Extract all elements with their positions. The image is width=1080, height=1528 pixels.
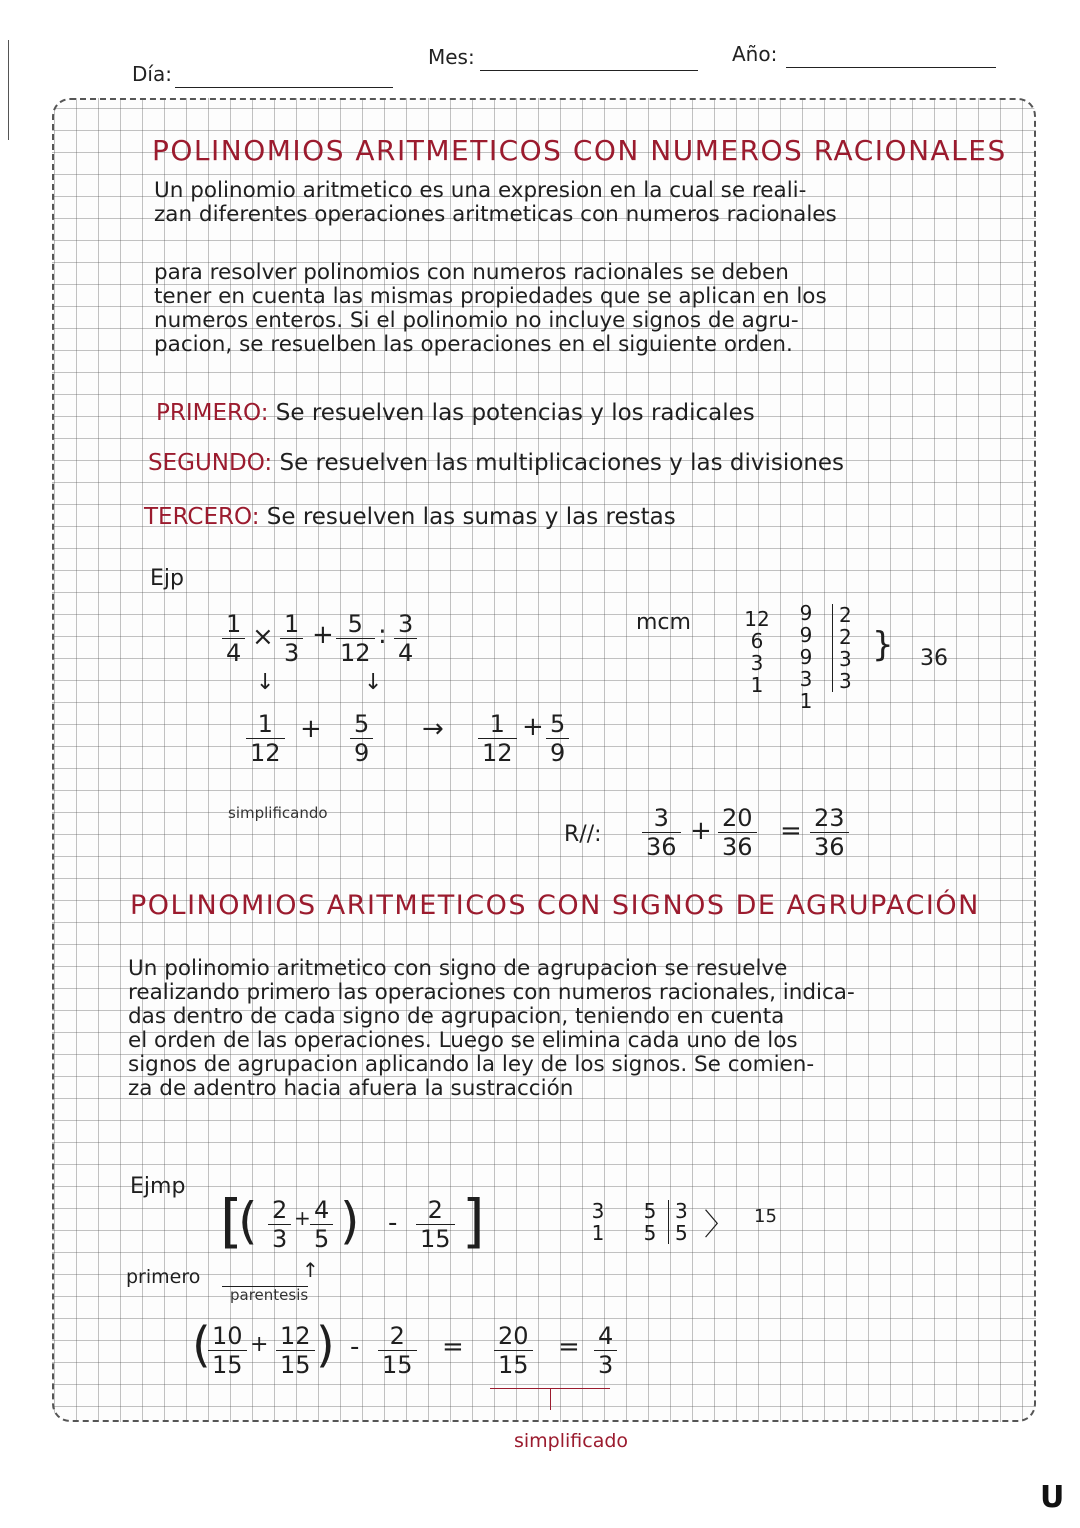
ex1-frac-4 xyxy=(394,612,417,665)
step-first-key: PRIMERO: xyxy=(156,400,269,426)
ex2-step2-frac-5-den: 3 xyxy=(598,1351,614,1379)
ex1-frac-2 xyxy=(280,612,303,665)
ex1-op-2: + xyxy=(312,620,334,650)
ex2-step2-frac-4 xyxy=(494,1324,533,1377)
mcm-b-0: 9 xyxy=(799,601,813,625)
mcm-result: 36 xyxy=(920,646,948,671)
step-first xyxy=(156,400,755,426)
brace-icon: } xyxy=(872,625,894,665)
ex1-step2-frac-1-den: 12 xyxy=(250,739,281,767)
ex1-step2-frac-4 xyxy=(546,712,569,765)
section2-line-5: signos de agrupacion aplicando la ley de los signos. Se comien- xyxy=(128,1052,815,1077)
ex2-step2-frac-2-num: 12 xyxy=(280,1322,311,1350)
dia-line xyxy=(175,87,393,88)
ex1-frac-1-den: 4 xyxy=(226,639,242,667)
down-arrow-icon: ↓ xyxy=(364,670,383,695)
ex2-frac-3-num: 2 xyxy=(427,1196,443,1224)
ex1-op-3: : xyxy=(378,620,387,650)
section1-rules-line-4: pacion, se resuelben las operaciones en el siguiente orden. xyxy=(154,332,793,357)
ex1-frac-4-num: 3 xyxy=(398,610,414,638)
close-paren-icon: ) xyxy=(316,1317,335,1373)
ex2-step2-eq-2: = xyxy=(558,1332,580,1362)
ex2-step2-frac-5 xyxy=(594,1324,617,1377)
ex1-step2-frac-4-num: 5 xyxy=(550,710,566,738)
section1-rules-line-2: tener en cuenta las mismas propiedades que se aplican en los xyxy=(154,284,827,309)
anio-line xyxy=(786,67,996,68)
ex1-op-1: × xyxy=(252,622,274,652)
answer-frac-1-den: 36 xyxy=(646,833,677,861)
ex2-frac-2-num: 4 xyxy=(314,1196,330,1224)
ex2-step2-frac-1 xyxy=(208,1324,247,1377)
section2-title: POLINOMIOS ARITMETICOS CON SIGNOS DE AGRUPACIÓN xyxy=(130,890,980,921)
mcm-a-3: 1 xyxy=(750,673,764,697)
answer-frac-2 xyxy=(718,806,757,859)
ex2-step2-frac-5-num: 4 xyxy=(598,1322,614,1350)
ex2-frac-3-den: 15 xyxy=(420,1225,451,1253)
mcm-label: mcm xyxy=(636,610,691,635)
answer-frac-2-num: 20 xyxy=(722,804,753,832)
simplified-note-2: simplificado xyxy=(514,1430,629,1452)
up-arrow-icon: ↑ xyxy=(302,1258,319,1282)
step-second-key: SEGUNDO: xyxy=(148,450,273,476)
ex2-step2-frac-2-den: 15 xyxy=(280,1351,311,1379)
side-b-0: 5 xyxy=(643,1199,657,1223)
mcm-b-4: 1 xyxy=(799,689,813,713)
ex2-frac-2 xyxy=(310,1198,333,1251)
step-first-text: Se resuelven las potencias y los radicales xyxy=(275,400,755,426)
close-bracket-icon: ] xyxy=(462,1187,485,1255)
ex2-frac-1-num: 2 xyxy=(272,1196,288,1224)
ex1-step2-frac-1 xyxy=(246,712,285,765)
ex2-step2-op-1: + xyxy=(250,1332,269,1357)
ex1-step2-frac-2 xyxy=(350,712,373,765)
ex1-frac-3-den: 12 xyxy=(340,639,371,667)
mcm-f-1: 2 xyxy=(839,625,852,649)
mcm-col-b xyxy=(794,602,818,712)
mcm-f-3: 3 xyxy=(839,669,852,693)
ex1-frac-1 xyxy=(222,612,245,665)
answer-op: + xyxy=(690,816,712,846)
step-third xyxy=(144,504,676,530)
ex2-op-2: - xyxy=(388,1208,398,1238)
section2-line-3: das dentro de cada signo de agrupacion, teniendo en cuenta xyxy=(128,1004,785,1029)
ex1-step2-frac-3-num: 1 xyxy=(489,710,505,738)
ex1-step2-frac-2-num: 5 xyxy=(354,710,370,738)
parens-label: parentesis xyxy=(230,1286,309,1304)
side-a-0: 3 xyxy=(591,1199,605,1223)
ex2-step2-eq-1: = xyxy=(442,1332,464,1362)
section1-rules-line-1: para resolver polinomios con numeros racionales se deben xyxy=(154,260,789,285)
ex1-frac-2-num: 1 xyxy=(284,610,300,638)
side-calc-result: 15 xyxy=(754,1206,777,1227)
mcm-a-2: 3 xyxy=(750,651,764,675)
close-paren-icon: ) xyxy=(340,1192,360,1250)
mcm-b-3: 3 xyxy=(799,667,813,691)
side-calc-col-a xyxy=(588,1200,608,1244)
side-calc-col-b xyxy=(640,1200,660,1244)
ex1-frac-3 xyxy=(336,612,375,665)
answer-frac-1 xyxy=(642,806,681,859)
mcm-f-0: 2 xyxy=(839,603,852,627)
ex1-step2-frac-1-num: 1 xyxy=(257,710,273,738)
ex1-step2-op-2: + xyxy=(522,712,544,742)
ex2-step2-frac-1-num: 10 xyxy=(212,1322,243,1350)
side-f-1: 5 xyxy=(675,1221,688,1245)
ex1-step2-frac-4-den: 9 xyxy=(550,739,566,767)
ex2-step2-frac-1-den: 15 xyxy=(212,1351,243,1379)
mcm-b-2: 9 xyxy=(799,645,813,669)
first-label: primero xyxy=(126,1266,201,1288)
ex2-step2-frac-2 xyxy=(276,1324,315,1377)
answer-label: R//: xyxy=(564,822,602,847)
section2-line-4: el orden de las operaciones. Luego se elimina cada uno de los xyxy=(128,1028,798,1053)
side-b-1: 5 xyxy=(643,1221,657,1245)
section2-line-2: realizando primero las operaciones con numeros racionales, indica- xyxy=(128,980,855,1005)
ex2-step2-frac-3-den: 15 xyxy=(382,1351,413,1379)
ex2-step2-frac-4-den: 15 xyxy=(498,1351,529,1379)
simplified-note-1: simplificando xyxy=(228,804,328,822)
section2-line-6: za de adentro hacia afuera la sustracción xyxy=(128,1076,574,1101)
step-third-key: TERCERO: xyxy=(144,504,260,530)
brand-logo: U xyxy=(1040,1480,1065,1515)
mcm-a-0: 12 xyxy=(744,607,770,631)
mcm-a-1: 6 xyxy=(750,629,764,653)
mes-line xyxy=(480,70,698,71)
section1-intro-line-2: zan diferentes operaciones aritmeticas con numeros racionales xyxy=(154,202,837,227)
mcm-f-2: 3 xyxy=(839,647,852,671)
page-header xyxy=(0,40,1080,90)
side-a-1: 1 xyxy=(591,1221,605,1245)
anio-label: Año: xyxy=(732,42,778,66)
ex1-frac-1-num: 1 xyxy=(226,610,242,638)
example2-label: Ejmp xyxy=(130,1174,186,1199)
step-third-text: Se resuelven las sumas y las restas xyxy=(266,504,676,530)
answer-frac-2-den: 36 xyxy=(722,833,753,861)
ex2-frac-2-den: 5 xyxy=(314,1225,330,1253)
open-paren-icon: ( xyxy=(192,1317,211,1373)
ex2-op-1: + xyxy=(294,1206,311,1230)
ex1-frac-3-num: 5 xyxy=(347,610,363,638)
ex1-step2-op: + xyxy=(300,714,322,744)
mcm-b-1: 9 xyxy=(799,623,813,647)
ex2-frac-1 xyxy=(268,1198,291,1251)
ex1-step2-frac-3-den: 12 xyxy=(482,739,513,767)
answer-frac-3 xyxy=(810,806,849,859)
notebook-sheet xyxy=(52,98,1036,1422)
ex2-step2-frac-4-num: 20 xyxy=(498,1322,529,1350)
mcm-col-a xyxy=(742,608,772,696)
right-arrow-icon: → xyxy=(422,714,444,744)
ex2-frac-1-den: 3 xyxy=(272,1225,288,1253)
ex2-step2-op-2: - xyxy=(350,1332,360,1362)
simplify-pointer xyxy=(550,1388,551,1410)
open-bracket-icon: [ xyxy=(220,1187,243,1255)
section1-rules-line-3: numeros enteros. Si el polinomio no incluye signos de agru- xyxy=(154,308,799,333)
ex2-frac-3 xyxy=(416,1198,455,1251)
open-paren-icon: ( xyxy=(238,1192,258,1250)
ex2-step2-frac-3 xyxy=(378,1324,417,1377)
dia-label: Día: xyxy=(132,62,172,86)
answer-frac-3-num: 23 xyxy=(814,804,845,832)
answer-eq: = xyxy=(780,816,802,846)
step-second xyxy=(148,450,844,476)
ex1-frac-2-den: 3 xyxy=(284,639,300,667)
mcm-factors xyxy=(832,604,863,692)
section1-intro-line-1: Un polinomio aritmetico es una expresion en la cual se reali- xyxy=(154,178,807,203)
step-second-text: Se resuelven las multiplicaciones y las divisiones xyxy=(279,450,845,476)
side-f-0: 3 xyxy=(675,1199,688,1223)
side-calc-factors xyxy=(668,1200,697,1244)
mes-label: Mes: xyxy=(428,45,475,69)
ex1-frac-4-den: 4 xyxy=(398,639,414,667)
example1-label: Ejp xyxy=(150,566,184,591)
angle-brace-icon: 〉 xyxy=(704,1208,734,1243)
section1-title: POLINOMIOS ARITMETICOS CON NUMEROS RACIONALES xyxy=(152,134,1007,167)
answer-frac-1-num: 3 xyxy=(653,804,669,832)
ex1-step2-frac-2-den: 9 xyxy=(354,739,370,767)
ex2-step2-frac-3-num: 2 xyxy=(389,1322,405,1350)
section2-line-1: Un polinomio aritmetico con signo de agrupacion se resuelve xyxy=(128,956,788,981)
ex1-step2-frac-3 xyxy=(478,712,517,765)
answer-frac-3-den: 36 xyxy=(814,833,845,861)
down-arrow-icon: ↓ xyxy=(256,670,275,695)
